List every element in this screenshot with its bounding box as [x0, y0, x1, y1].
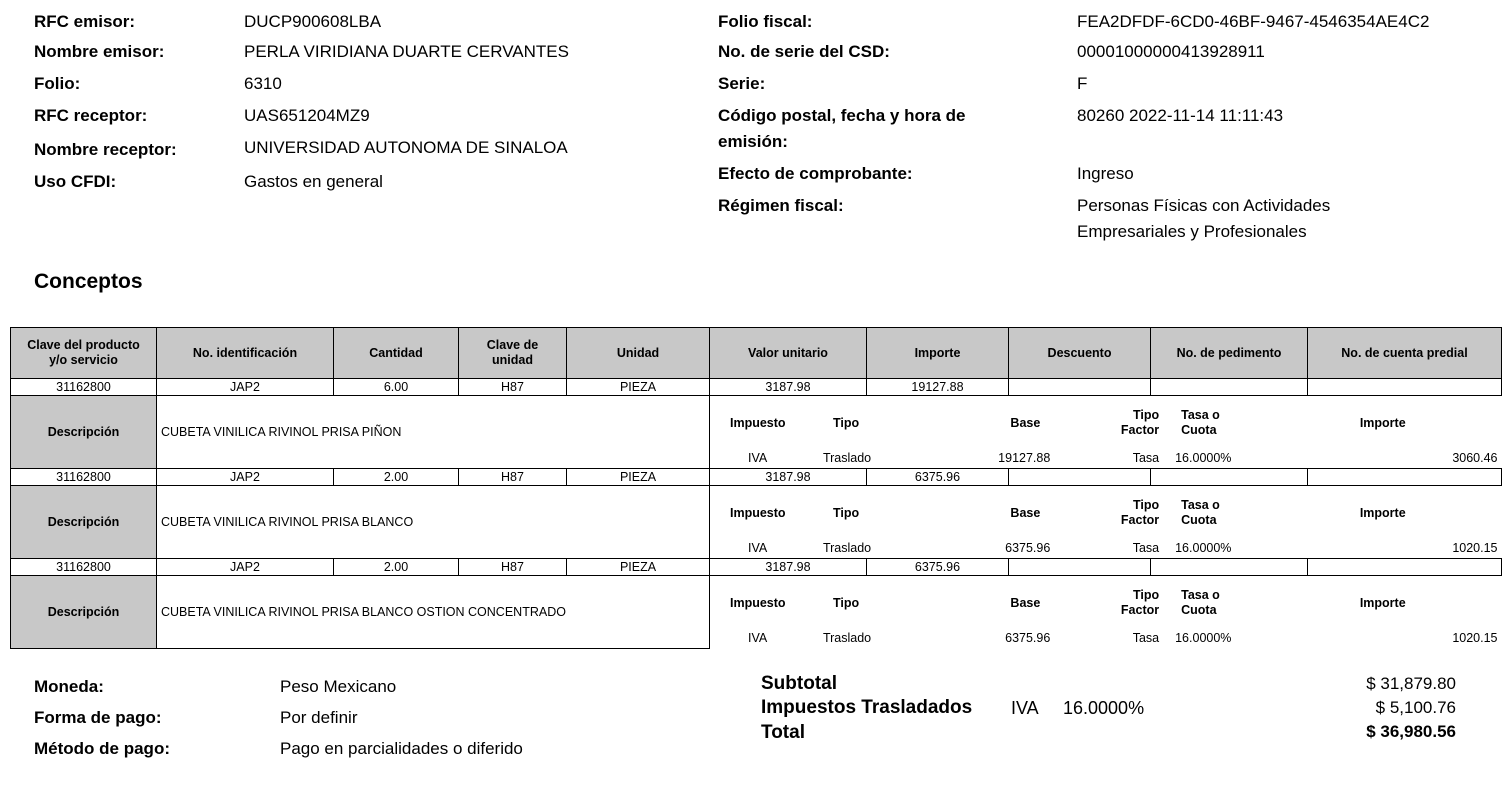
cp-label-line1: Código postal, fecha y hora de	[718, 106, 966, 125]
tax-cell	[710, 486, 1502, 559]
nombre-receptor-label: Nombre receptor:	[34, 140, 177, 159]
serie-csd-value: 00001000000413928911	[1077, 42, 1265, 61]
col-valor-unitario: Valor unitario	[710, 328, 867, 379]
item-predial	[1308, 379, 1502, 396]
col-clave-unidad: Clave de unidad	[459, 328, 567, 379]
folio-value: 6310	[244, 74, 282, 93]
item-unidad: PIEZA	[567, 559, 710, 576]
nombre-emisor-label: Nombre emisor:	[34, 42, 165, 61]
serie-csd-label: No. de serie del CSD:	[718, 42, 890, 61]
metodo-pago-label: Método de pago:	[34, 739, 170, 758]
tax-table	[710, 486, 1502, 557]
conceptos-table	[10, 327, 1502, 649]
item-clave: 31162800	[11, 559, 157, 576]
table-row	[11, 469, 1502, 486]
regimen-value-line2: Empresariales y Profesionales	[1077, 222, 1307, 241]
tax-header-row: Impuesto Tipo Base Tipo Factor Tasa o Cuota Importe	[730, 408, 1406, 437]
uso-cfdi-label: Uso CFDI:	[34, 172, 117, 191]
total-value: $ 36,980.56	[1366, 722, 1456, 741]
item-clave: 31162800	[11, 469, 157, 486]
serie-value: F	[1077, 74, 1088, 93]
rfc-receptor-label: RFC receptor:	[34, 106, 148, 125]
subtotal-label: Subtotal	[761, 673, 837, 694]
efecto-label: Efecto de comprobante:	[718, 164, 913, 183]
efecto-value: Ingreso	[1077, 164, 1134, 183]
item-clave-unidad: H87	[459, 559, 567, 576]
item-cantidad: 2.00	[334, 469, 459, 486]
item-valor-unitario: 3187.98	[710, 379, 867, 396]
rfc-emisor-label: RFC emisor:	[34, 12, 136, 31]
desc-row	[11, 576, 1502, 649]
col-importe: Importe	[867, 328, 1009, 379]
tax-value-row: IVA Traslado 6375.96 Tasa 16.0000% 1020.15	[748, 541, 1498, 555]
tax-cell	[710, 396, 1502, 469]
col-pedimento: No. de pedimento	[1151, 328, 1308, 379]
table-row	[11, 379, 1502, 396]
folio-label: Folio:	[34, 74, 81, 93]
moneda-label: Moneda:	[34, 677, 104, 696]
item-clave: 31162800	[11, 379, 157, 396]
item-predial	[1308, 469, 1502, 486]
desc-label: Descripción	[11, 576, 157, 649]
item-ident: JAP2	[157, 379, 334, 396]
item-unidad: PIEZA	[567, 379, 710, 396]
conceptos-title: Conceptos	[34, 270, 143, 293]
desc-label: Descripción	[11, 396, 157, 469]
col-predial: No. de cuenta predial	[1308, 328, 1502, 379]
cp-fecha-value: 80260 2022-11-14 11:11:43	[1077, 106, 1284, 125]
forma-pago-label: Forma de pago:	[34, 708, 162, 727]
table-header-row	[11, 328, 1502, 379]
table-row	[11, 559, 1502, 576]
item-clave-unidad: H87	[459, 469, 567, 486]
desc-row	[11, 396, 1502, 469]
tax-cell	[710, 576, 1502, 649]
regimen-label: Régimen fiscal:	[718, 196, 844, 215]
tax-value-row: IVA Traslado 6375.96 Tasa 16.0000% 1020.15	[748, 631, 1498, 645]
desc-value: CUBETA VINILICA RIVINOL PRISA BLANCO	[157, 486, 710, 559]
total-label: Total	[761, 722, 805, 743]
item-pedimento	[1151, 379, 1308, 396]
impuestos-tipo: IVA	[1011, 698, 1039, 718]
item-descuento	[1009, 559, 1151, 576]
tax-value-row: IVA Traslado 19127.88 Tasa 16.0000% 3060.46	[748, 451, 1498, 465]
item-cantidad: 2.00	[334, 559, 459, 576]
item-importe: 6375.96	[867, 469, 1009, 486]
regimen-value-line1: Personas Físicas con Actividades	[1077, 196, 1331, 215]
folio-fiscal-label: Folio fiscal:	[718, 12, 813, 31]
desc-value: CUBETA VINILICA RIVINOL PRISA PIÑON	[157, 396, 710, 469]
item-unidad: PIEZA	[567, 469, 710, 486]
nombre-receptor-value: UNIVERSIDAD AUTONOMA DE SINALOA	[244, 138, 568, 157]
impuestos-label: Impuestos Trasladados	[761, 697, 973, 718]
uso-cfdi-value: Gastos en general	[244, 172, 383, 191]
nombre-emisor-value: PERLA VIRIDIANA DUARTE CERVANTES	[244, 42, 569, 61]
item-pedimento	[1151, 469, 1308, 486]
rfc-receptor-value: UAS651204MZ9	[244, 106, 370, 125]
item-ident: JAP2	[157, 469, 334, 486]
cp-label-line2: emisión:	[718, 132, 788, 151]
metodo-pago-value: Pago en parcialidades o diferido	[280, 739, 523, 758]
col-descuento: Descuento	[1009, 328, 1151, 379]
impuestos-value: $ 5,100.76	[1375, 698, 1456, 717]
item-ident: JAP2	[157, 559, 334, 576]
serie-label: Serie:	[718, 74, 766, 93]
item-importe: 6375.96	[867, 559, 1009, 576]
tax-table	[710, 396, 1502, 467]
tax-header-row: Impuesto Tipo Base Tipo Factor Tasa o Cuota Importe	[730, 498, 1406, 527]
desc-value: CUBETA VINILICA RIVINOL PRISA BLANCO OSTION CONCENTRADO	[157, 576, 710, 649]
item-pedimento	[1151, 559, 1308, 576]
impuestos-tasa: 16.0000%	[1063, 698, 1145, 718]
col-cantidad: Cantidad	[334, 328, 459, 379]
tax-header-row: Impuesto Tipo Base Tipo Factor Tasa o Cuota Importe	[730, 588, 1406, 617]
item-clave-unidad: H87	[459, 379, 567, 396]
col-unidad: Unidad	[567, 328, 710, 379]
col-clave: Clave del producto y/o servicio	[11, 328, 157, 379]
item-importe: 19127.88	[867, 379, 1009, 396]
tax-table	[710, 576, 1502, 647]
col-no-ident: No. identificación	[157, 328, 334, 379]
item-valor-unitario: 3187.98	[710, 559, 867, 576]
folio-fiscal-value: FEA2DFDF-6CD0-46BF-9467-4546354AE4C2	[1077, 12, 1430, 31]
desc-row	[11, 486, 1502, 559]
item-descuento	[1009, 469, 1151, 486]
item-predial	[1308, 559, 1502, 576]
subtotal-value: $ 31,879.80	[1366, 674, 1456, 693]
rfc-emisor-value: DUCP900608LBA	[244, 12, 382, 31]
item-valor-unitario: 3187.98	[710, 469, 867, 486]
forma-pago-value: Por definir	[280, 708, 358, 727]
moneda-value: Peso Mexicano	[280, 677, 397, 696]
item-descuento	[1009, 379, 1151, 396]
item-cantidad: 6.00	[334, 379, 459, 396]
desc-label: Descripción	[11, 486, 157, 559]
